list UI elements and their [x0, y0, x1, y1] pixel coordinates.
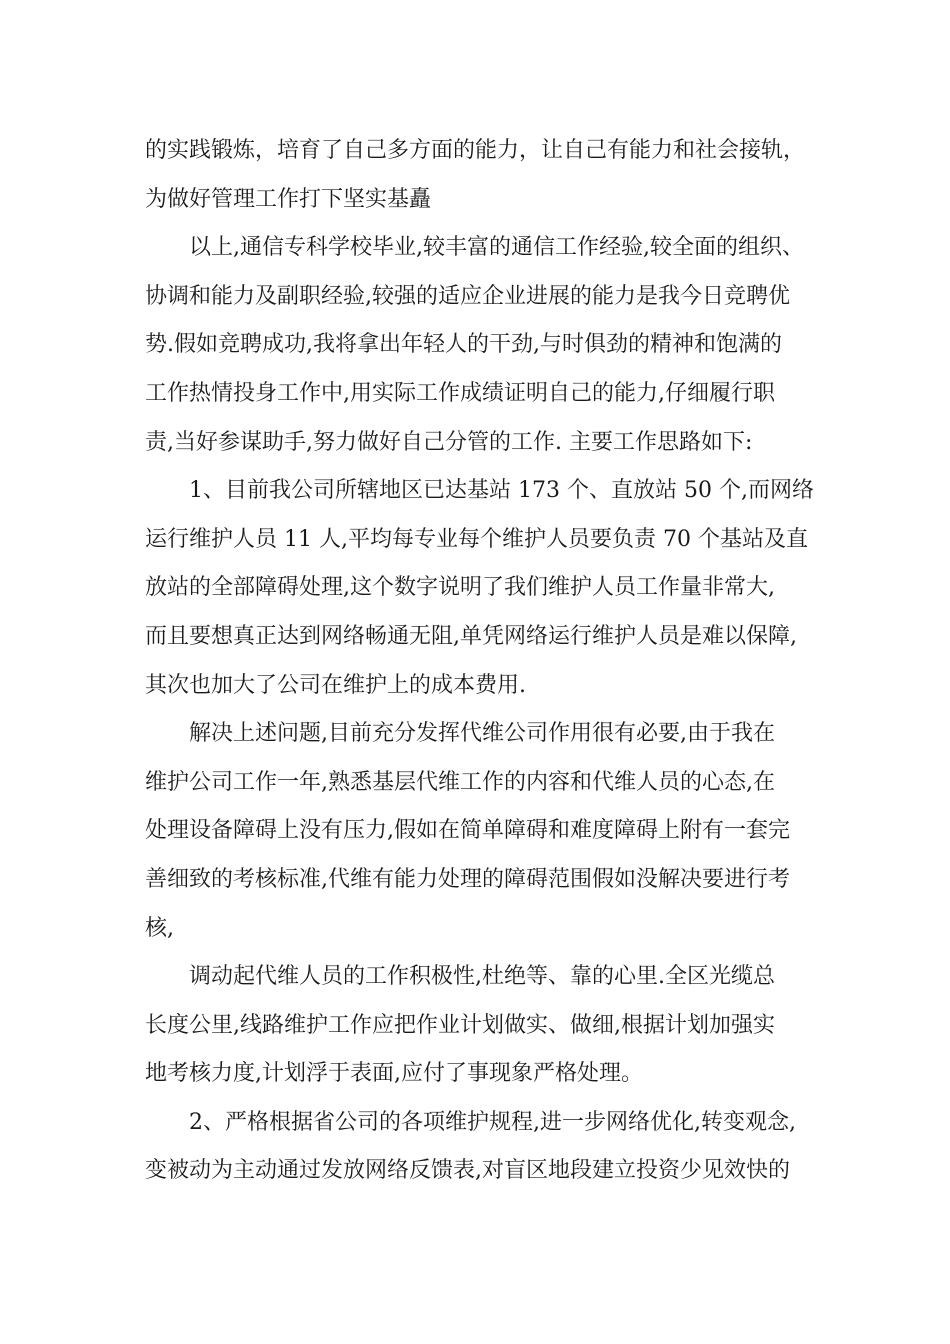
paragraph-4 — [145, 710, 835, 953]
paragraph-3 — [145, 467, 835, 710]
text-line-indented: 2、严格根据省公司的各项维护规程,进一步网络优化,转变观念, — [189, 1109, 796, 1135]
text-line: 而且要想真正达到网络畅通无阻,单凭网络运行维护人员是难以保障, — [145, 623, 797, 649]
text-line-indented: 1、目前我公司所辖地区已达基站 173 个、直放站 50 个,而网络 — [189, 478, 814, 504]
text-line: 长度公里,线路维护工作应把作业计划做实、做细,根据计划加强实 — [145, 1012, 775, 1038]
paragraph-6 — [145, 1099, 835, 1196]
text-line: 其次也加大了公司在维护上的成本费用. — [145, 672, 526, 698]
paragraph-5 — [145, 953, 835, 1099]
text-line: 协调和能力及副职经验,较强的适应企业进展的能力是我今日竞聘优 — [145, 283, 790, 309]
text-line-indented: 解决上述问题,目前充分发挥代维公司作用很有必要,由于我在 — [189, 721, 775, 747]
document-body — [145, 127, 835, 1196]
text-line: 变被动为主动通过发放网络反馈表,对盲区地段建立投资少见效快的 — [145, 1158, 790, 1184]
text-line: 处理设备障碍上没有压力,假如在简单障碍和难度障碍上附有一套完 — [145, 818, 790, 844]
text-line: 放站的全部障碍处理,这个数字说明了我们维护人员工作量非常大, — [145, 575, 775, 601]
text-line: 地考核力度,计划浮于表面,应付了事现象严格处理。 — [145, 1061, 643, 1087]
text-line: 善细致的考核标准,代维有能力处理的障碍范围假如没解决要进行考 — [145, 866, 790, 892]
paragraph-2 — [145, 224, 835, 467]
text-line-indented: 调动起代维人员的工作积极性,杜绝等、靠的心里.全区光缆总 — [189, 964, 775, 990]
text-line: 为做好管理工作打下坚实基矗 — [145, 186, 432, 212]
paragraph-1 — [145, 127, 835, 224]
text-line-indented: 以上,通信专科学校毕业,较丰富的通信工作经验,较全面的组织、 — [189, 235, 804, 261]
text-line: 核, — [145, 915, 174, 941]
text-line: 势.假如竞聘成功,我将拿出年轻人的干劲,与时俱劲的精神和饱满的 — [145, 332, 782, 358]
text-line: 维护公司工作一年,熟悉基层代维工作的内容和代维人员的心态,在 — [145, 769, 775, 795]
text-line: 的实践锻炼，培育了自己多方面的能力，让自己有能力和社会接轨， — [145, 138, 806, 163]
text-line: 工作热情投身工作中,用实际工作成绩证明自己的能力,仔细履行职 — [145, 380, 775, 406]
text-line: 运行维护人员 11 人,平均每专业每个维护人员要负责 70 个基站及直 — [145, 526, 808, 552]
text-line: 责,当好参谋助手,努力做好自己分管的工作. 主要工作思路如下: — [145, 429, 753, 455]
